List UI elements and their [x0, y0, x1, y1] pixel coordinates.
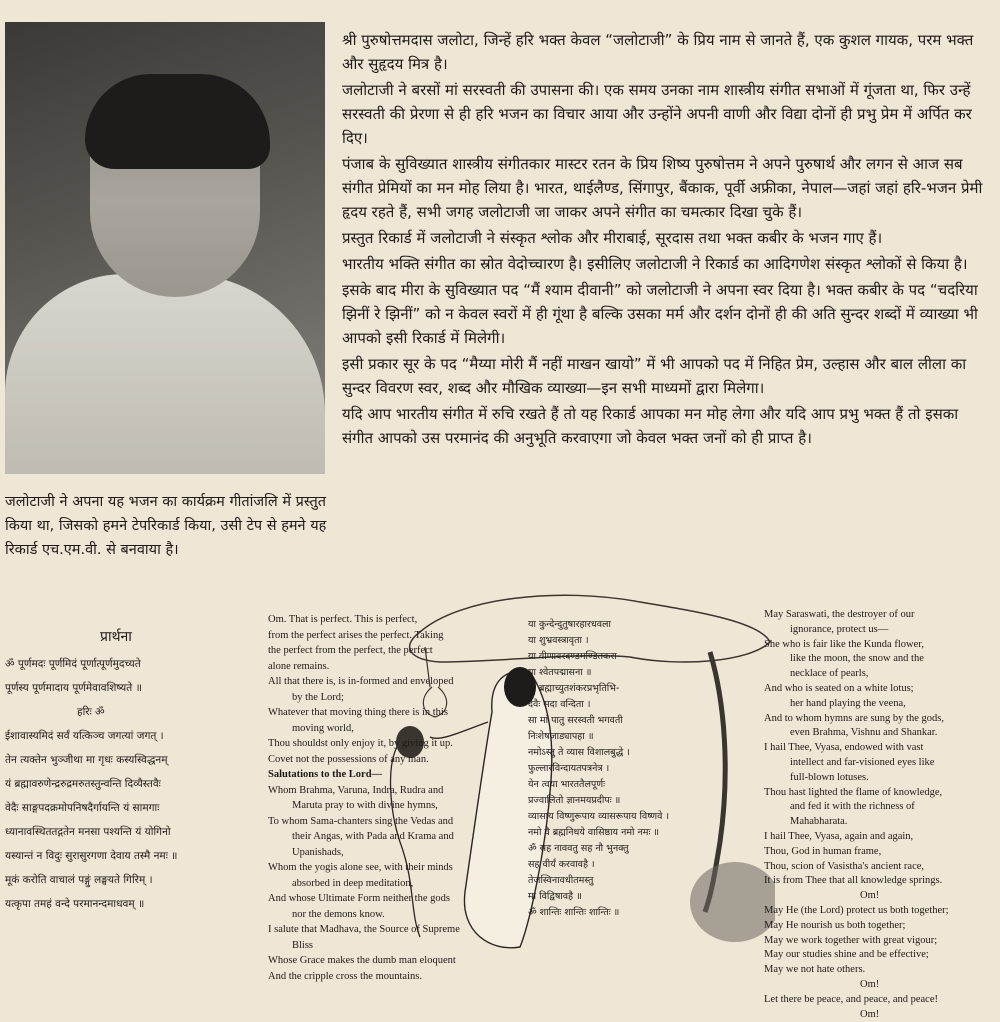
main-text-block — [342, 28, 992, 452]
eng-line: necklace of pearls, — [790, 668, 869, 680]
mid-sanskrit-line: नमोऽस्तु ते व्यास विशालबुद्धे । — [528, 747, 630, 758]
mid-sanskrit-line: फुल्लारविन्दायतपत्रनेत्र । — [528, 763, 610, 774]
portrait-hair — [85, 74, 270, 169]
eng-line: Let there be peace, and peace, and peace! — [764, 993, 939, 1005]
mid-sanskrit-line: या वीणावरदण्डमण्डितकरा — [528, 651, 617, 662]
sanskrit-line: यस्यान्तं न विदुः सुरासुरगणा देवाय तस्मै नमः ॥ — [5, 850, 178, 862]
eng-line: All that there is, is in-formed and enveloped — [268, 676, 454, 687]
main-paragraph: पंजाब के सुविख्यात शास्त्रीय संगीतकार मास्टर रतन के प्रिय शिष्य पुरुषोत्तम ने अपने पुरुषार्थ और लगन से आज सब संगीत प्रेमियों का मन मोह लिया है। भारत, थाईलैण्ड, सिंगापुर, बैंकाक, पूर्वी अफ्रीका, नेपाल—जहां जहां हरि-भजन प्रेमी हृदय रहते हैं, सभी जगह जलोटाजी जा जाकर अपने संगीत का चमत्कार दिखा चुके हैं। — [342, 155, 983, 221]
portrait-shirt — [5, 274, 325, 474]
main-paragraph: इसी प्रकार सूर के पद “मैय्या मोरी मैं नहीं माखन खायो” में भी आपको पद में निहित प्रेम, उल्हास और बाल लीला का सुन्दर विवरण स्वर, शब्द और मौखिक व्याख्या—इन सभी माध्यमों द्वारा मिलेगा। — [342, 355, 967, 397]
sanskrit-line: यं ब्रह्मावरुणेन्द्ररुद्रमरुतस्तुन्वन्ति दिव्यैस्तवैः — [5, 778, 161, 790]
eng-line: Thou, God in human frame, — [764, 845, 882, 857]
eng-line: the perfect from the perfect, the perfect — [268, 645, 433, 656]
mid-sanskrit-line: या शुभ्रवस्त्रावृता । — [528, 635, 589, 646]
eng-line: and fed it with the richness of — [790, 801, 915, 813]
eng-line: even Brahma, Vishnu and Shankar. — [790, 727, 938, 739]
sanskrit-line: हरिः ॐ — [77, 706, 105, 718]
mid-sanskrit-line: र्देवैः सदा वन्दिता । — [528, 699, 591, 710]
eng-line: from the perfect arises the perfect. Taking — [268, 629, 444, 641]
eng-line: full-blown lotuses. — [790, 771, 869, 783]
eng-line: May our studies shine and be effective; — [764, 949, 929, 961]
eng-line: nor the demons know. — [292, 908, 385, 920]
eng-line: Maruta pray to with divine hymns, — [292, 800, 438, 811]
eng-line: I salute that Madhava, the Source of Supreme — [268, 924, 460, 935]
mid-sanskrit-line: ॐ सह नाववतु सह नौ भुनक्तु — [528, 843, 629, 854]
eng-line: May Saraswati, the destroyer of our — [764, 609, 915, 620]
portrait-photo — [5, 22, 325, 474]
mid-sanskrit-line: मा विद्विषावहै ॥ — [528, 891, 582, 902]
mid-sanskrit-line: प्रज्वालितो ज्ञानमयप्रदीपः ॥ — [528, 795, 621, 806]
eng-line: I hail Thee, Vyasa, endowed with vast — [764, 742, 924, 754]
eng-line: Om! — [860, 978, 880, 990]
eng-line: May He nourish us both together; — [764, 919, 906, 931]
sanskrit-line: तेन त्यक्तेन भुञ्जीथा मा गृधः कस्यस्विद्धनम् — [5, 754, 168, 766]
english-translation-right — [764, 608, 996, 1022]
eng-line: Covet not the possessions of any man. — [268, 753, 429, 765]
eng-line: And whose Ultimate Form neither the gods — [268, 893, 450, 904]
eng-line: absorbed in deep meditation, — [292, 877, 414, 889]
main-paragraph: प्रस्तुत रिकार्ड में जलोटाजी ने संस्कृत श्लोक और मीराबाई, सूरदास तथा भक्त कबीर के भजन गाए हैं। — [342, 229, 883, 247]
eng-line: Whom Brahma, Varuna, Indra, Rudra and — [268, 784, 444, 796]
mid-sanskrit-line: या कुन्देन्दुतुषारहारधवला — [528, 619, 611, 630]
eng-line: May He (the Lord) protect us both together; — [764, 904, 949, 916]
english-translation-left — [268, 612, 508, 984]
main-paragraph: जलोटाजी ने बरसों मां सरस्वती की उपासना की। एक समय उनका नाम शास्त्रीय संगीत सभाओं में गूंजता था, फिर उन्हें सरस्वती की प्रेरणा से ही हरि भजन का विचार आया और उन्होंने अपनी वाणी और विद्या दोनों ही प्रभु प्रेम में अर्पित कर दिए। — [342, 81, 972, 147]
eng-line: by the Lord; — [292, 691, 344, 703]
eng-line: Upanishads, — [292, 846, 344, 858]
mid-sanskrit-line: या श्वेतपद्मासना ॥ — [528, 667, 592, 678]
eng-line: like the moon, the snow and the — [790, 653, 924, 665]
eng-line: alone remains. — [268, 660, 330, 672]
eng-line: Thou shouldst only enjoy it, by giving it up. — [268, 738, 453, 749]
sanskrit-prayer — [5, 652, 255, 916]
prayer-title: प्रार्थना — [100, 629, 132, 645]
eng-line: To whom Sama-chanters sing the Vedas and — [268, 815, 454, 827]
sanskrit-line: यत्कृपा तमहं वन्दे परमानन्दमाधवम् ॥ — [5, 898, 145, 910]
eng-line: ignorance, protect us— — [790, 623, 889, 635]
mid-sanskrit-line: या ब्रह्माच्युतशंकरप्रभृतिभि- — [528, 683, 620, 694]
eng-line: intellect and far-visioned eyes like — [790, 756, 935, 768]
mid-sanskrit-line: ॐ शान्तिः शान्तिः शान्तिः ॥ — [528, 907, 620, 918]
mid-sanskrit-line: सह वीर्यं करवावहै । — [528, 859, 595, 870]
mid-sanskrit-line: तेजस्विनावधीतमस्तु — [528, 875, 594, 886]
eng-line: May we work together with great vigour; — [764, 934, 938, 946]
eng-line: Mahabharata. — [790, 816, 848, 828]
eng-line: Om! — [860, 1008, 880, 1020]
eng-line: Whom the yogis alone see, with their minds — [268, 862, 453, 873]
eng-line: She who is fair like the Kunda flower, — [764, 638, 924, 650]
eng-line: Thou, scion of Vasistha's ancient race, — [764, 860, 925, 872]
photo-caption: जलोटाजी ने अपना यह भजन का कार्यक्रम गीतांजलि में प्रस्तुत किया था, जिसको हमने टेपरिकार्ड किया, उसी टेप से हमने यह रिकार्ड एच.एम.वी. से बनवाया है। — [5, 494, 327, 558]
eng-line: Bliss — [292, 939, 314, 951]
main-paragraph: यदि आप भारतीय संगीत में रुचि रखते हैं तो यह रिकार्ड आपका मन मोह लेगा और यदि आप प्रभु भक्त हैं तो इसका संगीत आपको उस परमानंद की अनुभूति करवाएगा जो केवल भक्त जनों को ही प्राप्त है। — [342, 405, 959, 447]
mid-sanskrit-line: व्यासाय विष्णुरूपाय व्यासरूपाय विष्णवे । — [528, 811, 670, 822]
sanskrit-line: मूकं करोति वाचालं पङ्गुं लङ्घयते गिरिम् । — [5, 874, 153, 886]
eng-line: their Angas, with Pada and Krama and — [292, 831, 454, 842]
eng-line: I hail Thee, Vyasa, again and again, — [764, 830, 914, 842]
mid-sanskrit-line: सा मां पातु सरस्वती भगवती — [528, 715, 623, 726]
eng-line: May we not hate others. — [764, 964, 866, 976]
eng-line: Whatever that moving thing there is in this — [268, 707, 448, 718]
eng-line: And to whom hymns are sung by the gods, — [764, 712, 944, 724]
eng-heading: Salutations to the Lord— — [268, 769, 383, 780]
eng-line: moving world, — [292, 722, 354, 734]
sanskrit-line: ॐ पूर्णमदः पूर्णमिदं पूर्णात्पूर्णमुदच्यते — [5, 658, 141, 670]
eng-line: It is from Thee that all knowledge springs. — [764, 875, 943, 887]
mid-sanskrit-line: निःशेषजाड्यापहा ॥ — [528, 731, 594, 742]
sanskrit-line: ईशावास्यमिदं सर्वं यत्किञ्च जगत्यां जगत् । — [5, 730, 164, 742]
sanskrit-line: ध्यानावस्थिततद्गतेन मनसा पश्यन्ति यं योगिनो — [5, 826, 171, 838]
eng-line: Om. That is perfect. This is perfect, — [268, 614, 418, 625]
main-paragraph: इसके बाद मीरा के सुविख्यात पद “मैं श्याम दीवानी” को जलोटाजी ने अपना स्वर दिया है। भक्त कबीर के पद “चदरिया झिनीं रे झिनीं” को न केवल स्वरों में ही गूंथा है बल्कि उसका मर्म और दर्शन दोनों ही की अति सुन्दर शब्दों में व्याख्या भी आपको इसी रिकार्ड में मिलेगी। — [342, 281, 978, 347]
sanskrit-line: वेदैः साङ्गपदक्रमोपनिषदैर्गायन्ति यं सामगाः — [5, 802, 160, 814]
mid-sanskrit-line: येन त्वया भारततैलपूर्णः — [528, 779, 606, 790]
main-paragraph: श्री पुरुषोत्तमदास जलोटा, जिन्हें हरि भक्त केवल “जलोटाजी” के प्रिय नाम से जानते हैं, एक कुशल गायक, परम भक्त और सुहृदय मित्र है। — [342, 31, 974, 73]
sanskrit-verses-center — [528, 617, 738, 921]
eng-line: Om! — [860, 890, 880, 902]
eng-line: And the cripple cross the mountains. — [268, 970, 422, 982]
eng-line: Thou hast lighted the flame of knowledge, — [764, 786, 943, 798]
eng-line: And who is seated on a white lotus; — [764, 682, 914, 694]
eng-line: her hand playing the veena, — [790, 697, 906, 709]
eng-line: Whose Grace makes the dumb man eloquent — [268, 955, 456, 966]
main-paragraph: भारतीय भक्ति संगीत का स्रोत वेदोच्चारण है। इसीलिए जलोटाजी ने रिकार्ड का आदिगणेश संस्कृत श्लोकों से किया है। — [342, 255, 968, 273]
mid-sanskrit-line: नमो वै ब्रह्मनिधये वासिष्ठाय नमो नमः ॥ — [528, 827, 660, 838]
sanskrit-line: पूर्णस्य पूर्णमादाय पूर्णमेवावशिष्यते ॥ — [5, 682, 142, 694]
